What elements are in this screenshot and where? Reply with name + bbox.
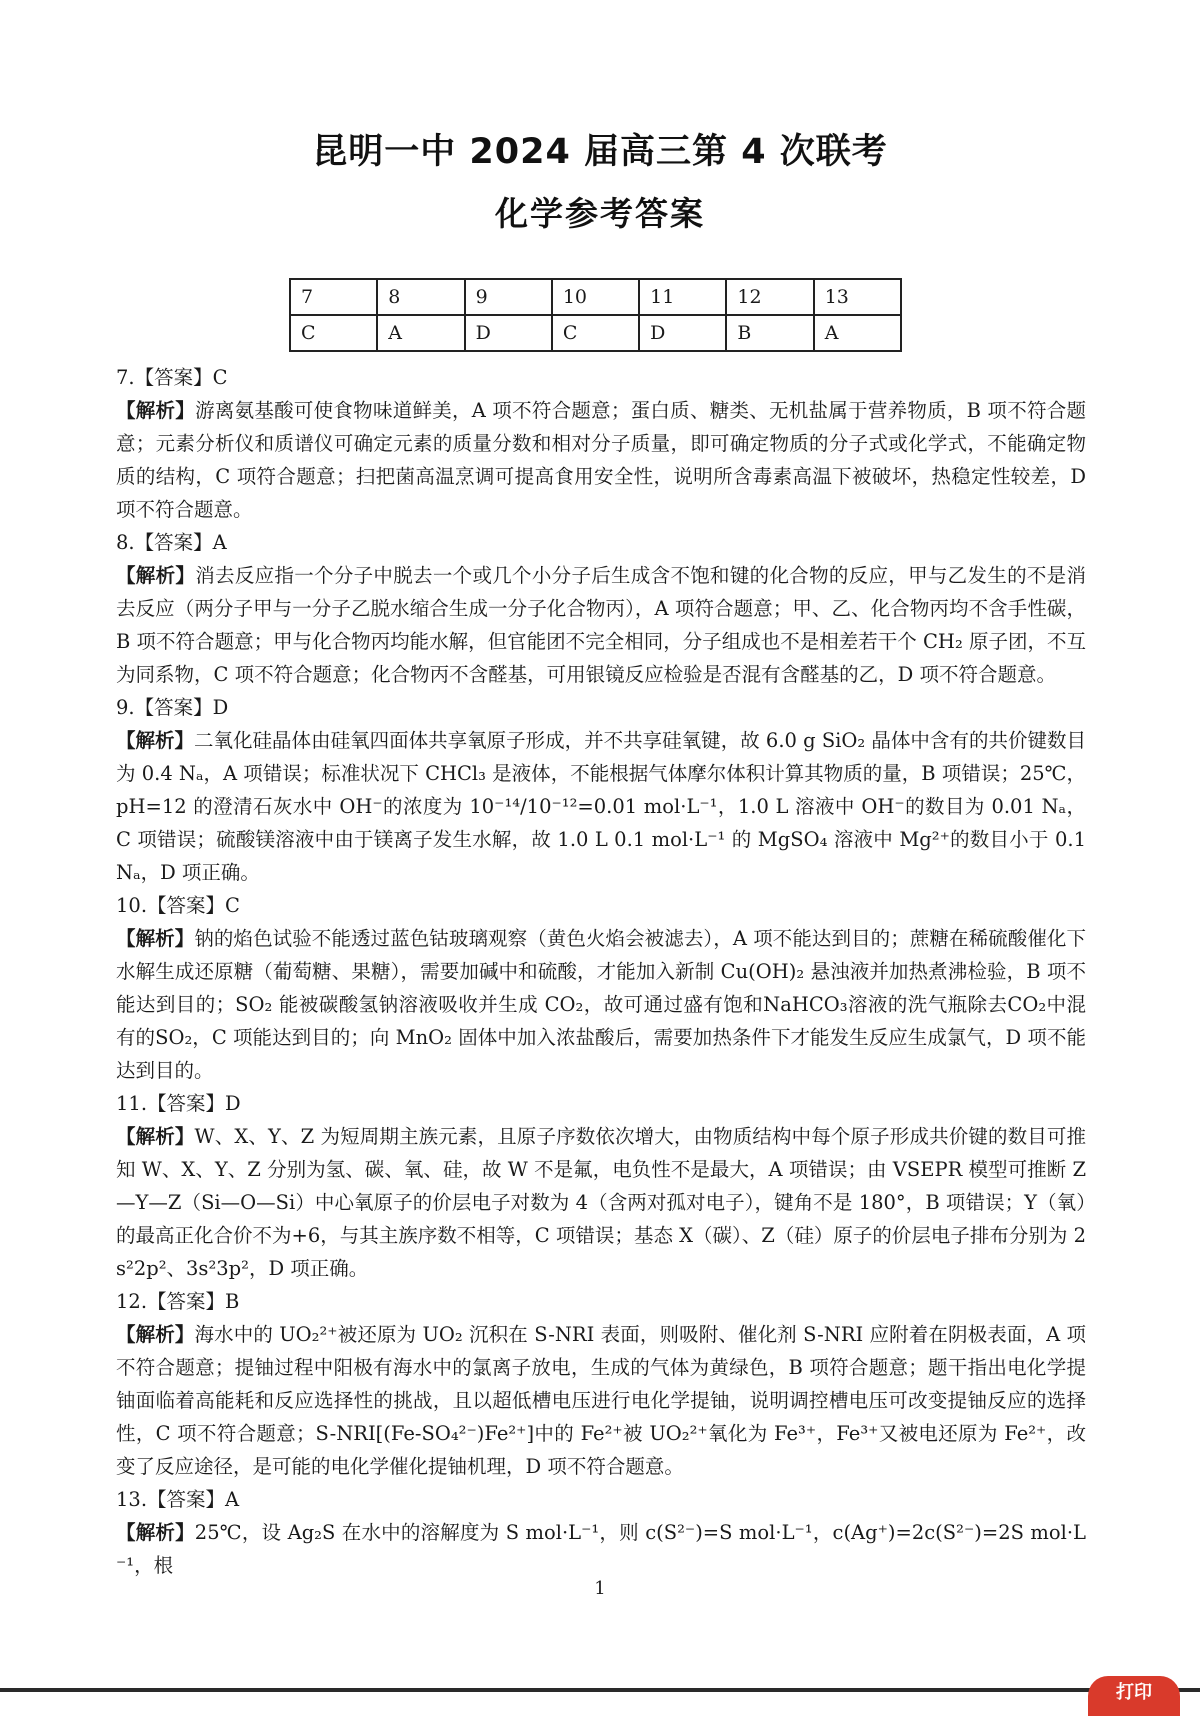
question-number-cell: 10 <box>552 279 639 315</box>
explanation-text: 25℃，设 Ag₂S 在水中的溶解度为 S mol·L⁻¹，则 c(S²⁻)=S mol·L⁻¹，c(Ag⁺)=2c(S²⁻)=2S mol·L⁻¹，根 <box>116 1521 1086 1577</box>
explanation-8 <box>116 559 1086 691</box>
page-bottom-edge <box>0 1688 1200 1692</box>
document-title: 昆明一中 2024 届高三第 4 次联考 <box>312 132 888 172</box>
page-number: 1 <box>594 1578 606 1599</box>
explanation-13 <box>116 1516 1086 1582</box>
question-number-cell: 13 <box>814 279 901 315</box>
answer-letter-cell: D <box>465 315 552 351</box>
answer-heading-13: 13.【答案】A <box>116 1488 240 1511</box>
answer-table-question-row <box>290 279 901 315</box>
question-number-cell: 12 <box>726 279 813 315</box>
explanation-label: 【解析】 <box>116 927 195 950</box>
print-stamp-logo: 打印 <box>1088 1676 1180 1716</box>
question-number-cell: 11 <box>639 279 726 315</box>
explanation-text: 钠的焰色试验不能透过蓝色钴玻璃观察（黄色火焰会被滤去），A 项不能达到目的；蔗糖在稀硫酸催化下水解生成还原糖（葡萄糖、果糖），需要加碱中和硫酸，才能加入新制 Cu(OH)₂ 悬浊液并加热煮沸检验，B 项不能达到目的；SO₂ 能被碳酸氢钠溶液吸收并生成 CO₂，故可通过盛有饱和NaHCO₃溶液的洗气瓶除去CO₂中混有的SO₂，C 项能达到目的；向 MnO₂ 固体中加入浓盐酸后，需要加热条件下才能发生反应生成氯气，D 项不能达到目的。 <box>116 927 1086 1082</box>
question-number-cell: 9 <box>465 279 552 315</box>
answer-explanations <box>116 361 1086 1582</box>
explanation-label: 【解析】 <box>116 564 196 587</box>
answer-heading-10: 10.【答案】C <box>116 894 240 917</box>
answer-letter-cell: C <box>552 315 639 351</box>
answer-letter-cell: A <box>814 315 901 351</box>
explanation-9 <box>116 724 1086 889</box>
explanation-10 <box>116 922 1086 1087</box>
explanation-text: 游离氨基酸可使食物味道鲜美，A 项不符合题意；蛋白质、糖类、无机盐属于营养物质，B 项不符合题意；元素分析仪和质谱仪可确定元素的质量分数和相对分子质量，即可确定物质的分子式或化学式，不能确定物质的结构，C 项符合题意；扫把菌高温烹调可提高食用安全性，说明所含毒素高温下被破坏，热稳定性较差，D 项不符合题意。 <box>116 399 1086 521</box>
explanation-text: 二氧化硅晶体由硅氧四面体共享氧原子形成，并不共享硅氧键，故 6.0 g SiO₂ 晶体中含有的共价键数目为 0.4 Nₐ，A 项错误；标准状况下 CHCl₃ 是液体，不能根据气体摩尔体积计算其物质的量，B 项错误；25℃，pH=12 的澄清石灰水中 OH⁻的浓度为 10⁻¹⁴/10⁻¹²=0.01 mol·L⁻¹，1.0 L 溶液中 OH⁻的数目为 0.01 Nₐ，C 项错误；硫酸镁溶液中由于镁离子发生水解，故 1.0 L 0.1 mol·L⁻¹ 的 MgSO₄ 溶液中 Mg²⁺的数目小于 0.1 Nₐ，D 项正确。 <box>116 729 1086 884</box>
explanation-label: 【解析】 <box>116 399 196 422</box>
answer-table-answer-row <box>290 315 901 351</box>
explanation-text: 海水中的 UO₂²⁺被还原为 UO₂ 沉积在 S-NRI 表面，则吸附、催化剂 S-NRI 应附着在阴极表面，A 项不符合题意；提铀过程中阳极有海水中的氯离子放电，生成的气体为黄绿色，B 项符合题意；题干指出电化学提铀面临着高能耗和反应选择性的挑战，且以超低槽电压进行电化学提铀，说明调控槽电压可改变提铀反应的选择性，C 项不符合题意；S-NRI[(Fe-SO₄²⁻)Fe²⁺]中的 Fe²⁺被 UO₂²⁺氧化为 Fe³⁺，Fe³⁺又被电还原为 Fe²⁺，改变了反应途径，是可能的电化学催化提铀机理，D 项不符合题意。 <box>116 1323 1086 1478</box>
explanation-11 <box>116 1120 1086 1285</box>
answer-letter-cell: B <box>726 315 813 351</box>
answer-heading-12: 12.【答案】B <box>116 1290 240 1313</box>
answer-letter-cell: A <box>377 315 464 351</box>
answer-heading-7: 7.【答案】C <box>116 366 228 389</box>
answer-letter-cell: D <box>639 315 726 351</box>
answer-table <box>289 278 902 352</box>
question-number-cell: 8 <box>377 279 464 315</box>
question-number-cell: 7 <box>290 279 377 315</box>
explanation-label: 【解析】 <box>116 729 195 752</box>
explanation-12 <box>116 1318 1086 1483</box>
explanation-label: 【解析】 <box>116 1125 195 1148</box>
answer-heading-11: 11.【答案】D <box>116 1092 241 1115</box>
explanation-7 <box>116 394 1086 526</box>
explanation-text: 消去反应指一个分子中脱去一个或几个小分子后生成含不饱和键的化合物的反应，甲与乙发生的不是消去反应（两分子甲与一分子乙脱水缩合生成一分子化合物丙），A 项符合题意；甲、乙、化合物丙均不含手性碳，B 项不符合题意；甲与化合物丙均能水解，但官能团不完全相同，分子组成也不是相差若干个 CH₂ 原子团，不互为同系物，C 项不符合题意；化合物丙不含醛基，可用银镜反应检验是否混有含醛基的乙，D 项不符合题意。 <box>116 564 1086 686</box>
document-subtitle: 化学参考答案 <box>495 194 705 233</box>
explanation-label: 【解析】 <box>116 1521 195 1544</box>
answer-heading-8: 8.【答案】A <box>116 531 227 554</box>
answer-letter-cell: C <box>290 315 377 351</box>
explanation-text: W、X、Y、Z 为短周期主族元素，且原子序数依次增大，由物质结构中每个原子形成共价键的数目可推知 W、X、Y、Z 分别为氢、碳、氧、硅，故 W 不是氟，电负性不是最大，A 项错误；由 VSEPR 模型可推断 Z—Y—Z（Si—O—Si）中心氧原子的价层电子对数为 4（含两对孤对电子），键角不是 180°，B 项错误；Y（氧）的最高正化合价不为+6，与其主族序数不相等，C 项错误；基态 X（碳）、Z（硅）原子的价层电子排布分别为 2s²2p²、3s²3p²，D 项正确。 <box>116 1125 1086 1280</box>
answer-heading-9: 9.【答案】D <box>116 696 229 719</box>
explanation-label: 【解析】 <box>116 1323 195 1346</box>
